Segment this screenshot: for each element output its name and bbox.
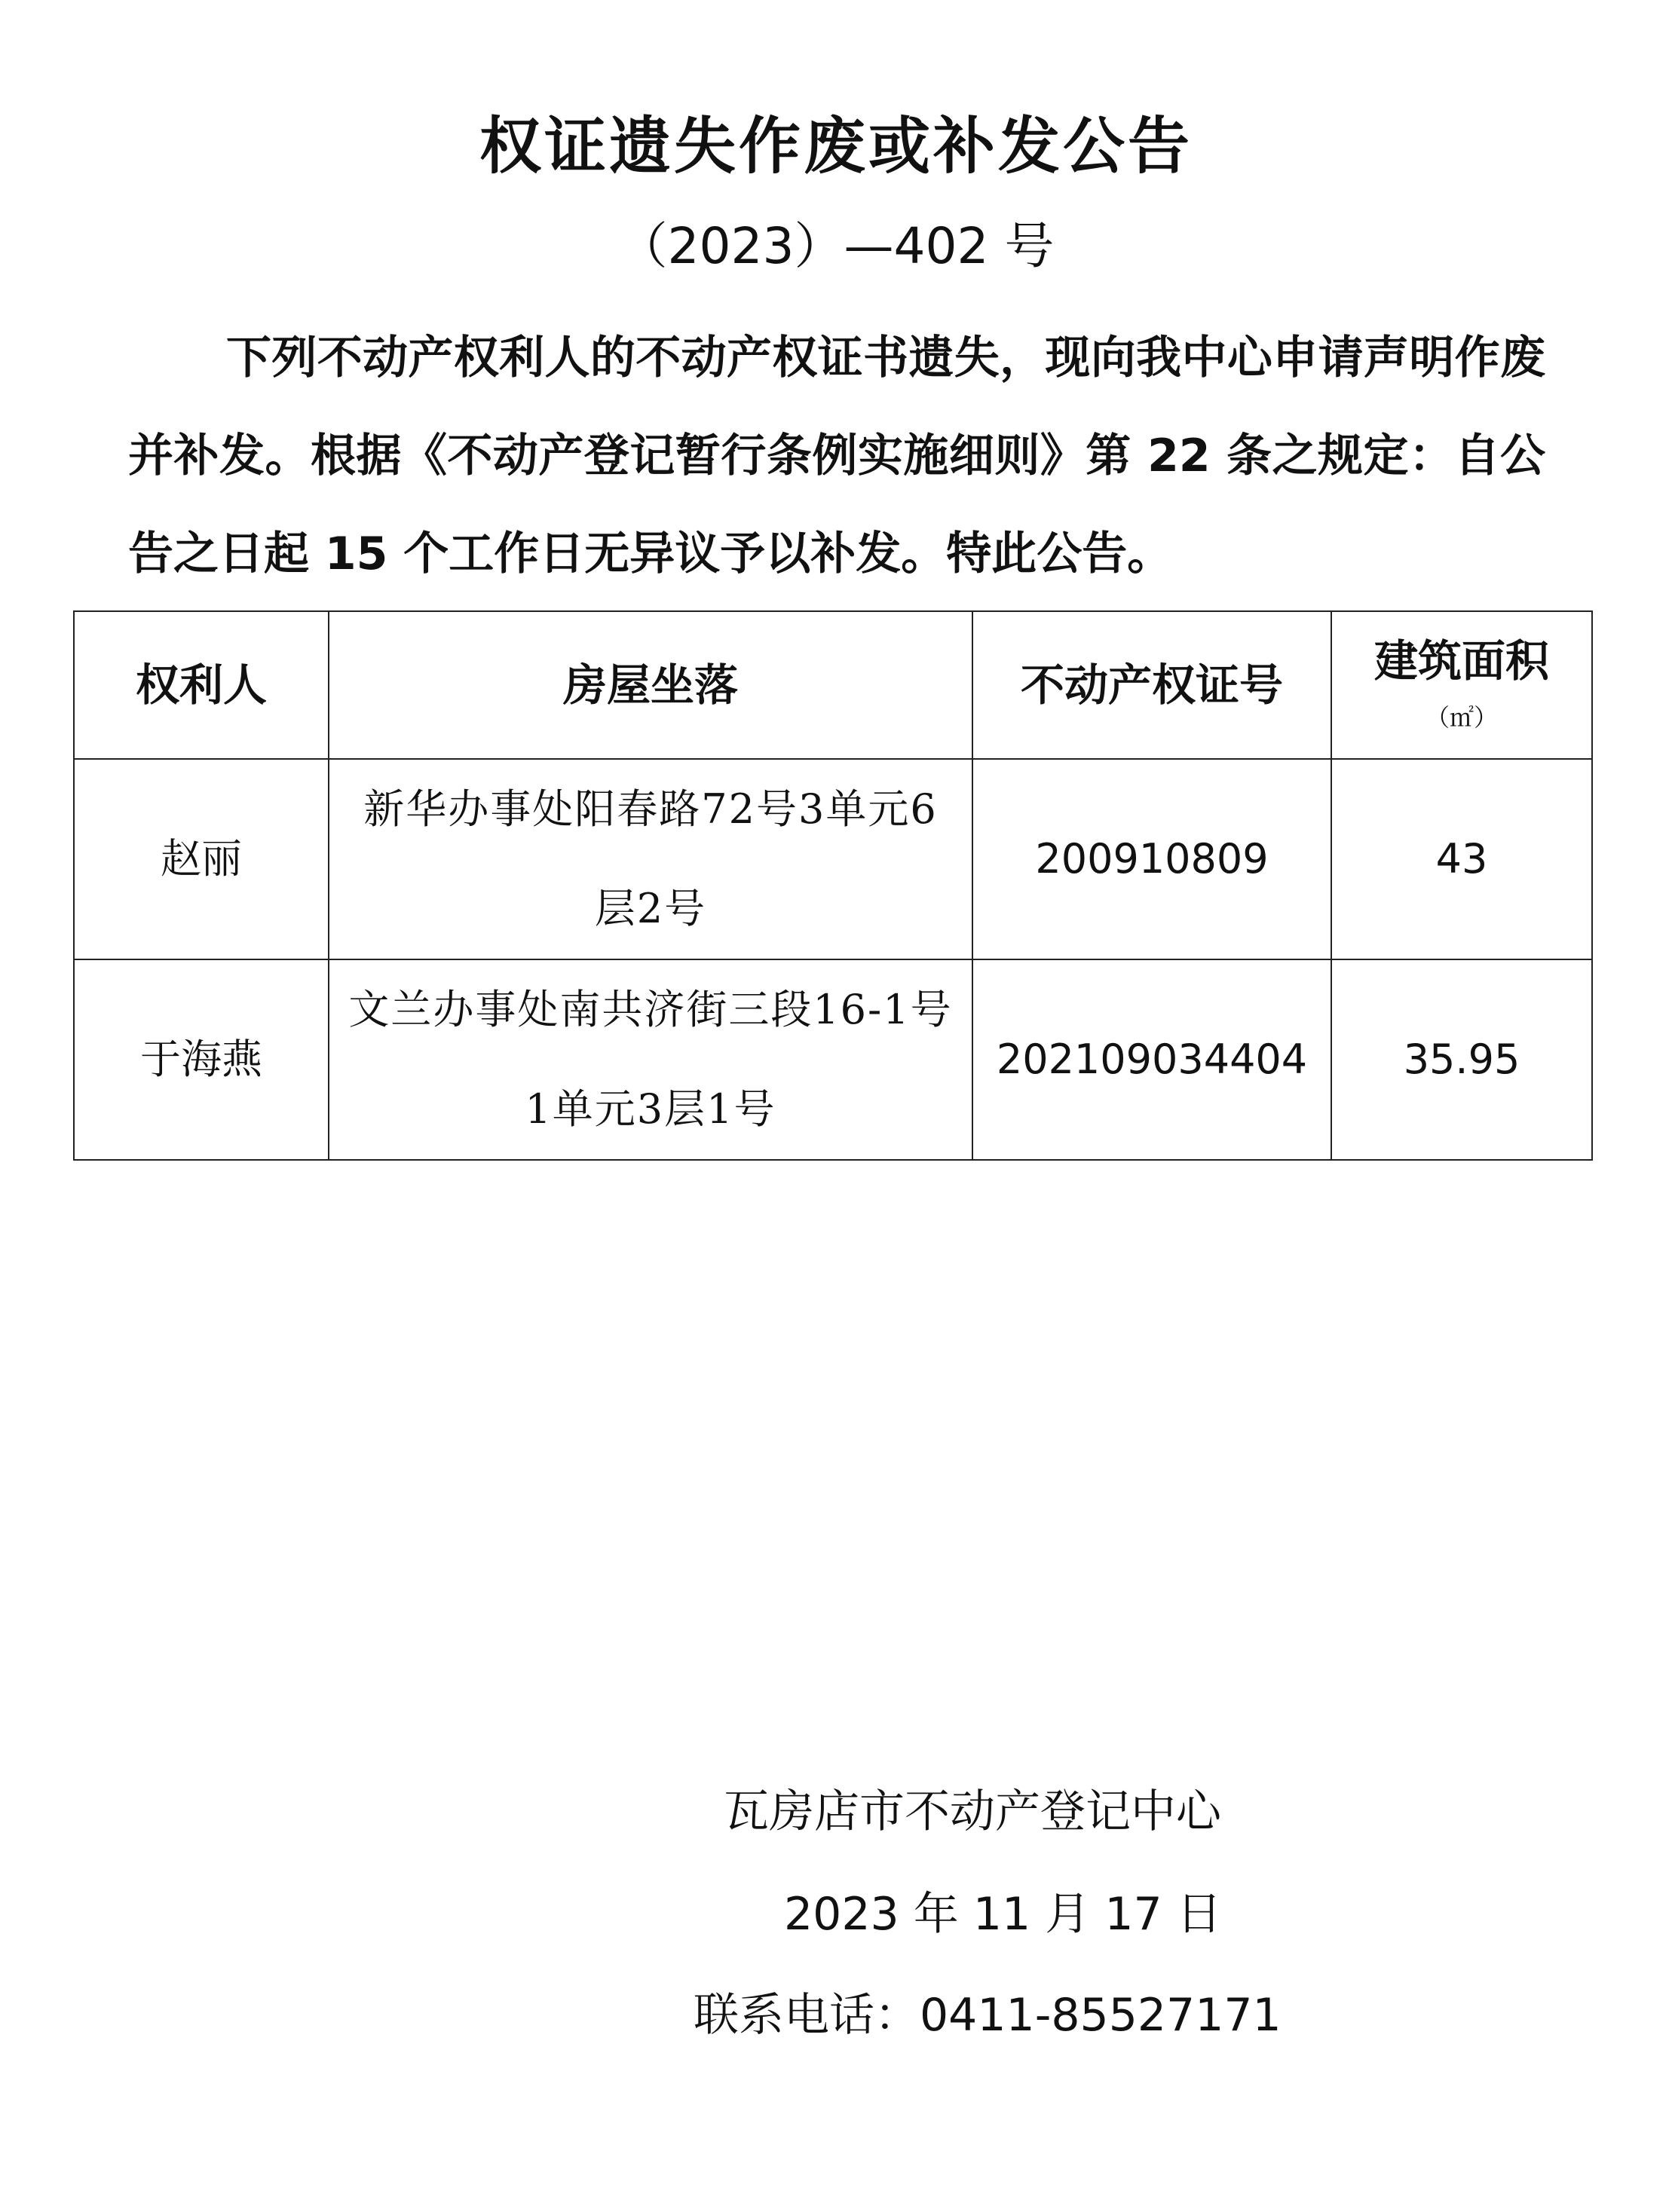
notice-serial-number: （2023）—402 号 [617,217,1055,275]
table-row [74,959,1592,1160]
location-cell: 新华办事处阳春路72号3单元6层2号 [329,759,972,959]
header-location: 房屋坐落 [329,611,972,759]
cert-number-cell: 200910809 [972,759,1331,959]
header-owner: 权利人 [74,611,329,759]
header-cert-number: 不动产权证号 [972,611,1331,759]
header-area [1331,611,1592,759]
contact-phone: 联系电话：0411-85527171 [694,1989,1282,2042]
issue-date: 2023 年 11 月 17 日 [784,1888,1222,1941]
area-cell: 43 [1331,759,1592,959]
issuing-organization: 瓦房店市不动产登记中心 [724,1785,1221,1838]
table-row [74,759,1592,959]
header-area-unit: （㎡） [1425,703,1498,732]
header-area-label: 建筑面积 [1373,635,1549,687]
owner-cell: 于海燕 [74,959,329,1160]
notice-title: 权证遗失作废或补发公告 [479,111,1193,182]
notice-body: 下列不动产权利人的不动产权证书遗失，现向我中心申请声明作废并补发。根据《不动产登记暂行条例实施细则》第 22 条之规定：自公告之日起 15 个工作日无异议予以补发。特此公告。 [128,332,1545,580]
area-cell: 35.95 [1331,959,1592,1160]
cert-number-cell: 202109034404 [972,959,1331,1160]
owner-cell: 赵丽 [74,759,329,959]
table-header-row [74,611,1592,759]
certificate-table [73,610,1593,1161]
location-cell: 文兰办事处南共济街三段16-1号1单元3层1号 [329,959,972,1160]
